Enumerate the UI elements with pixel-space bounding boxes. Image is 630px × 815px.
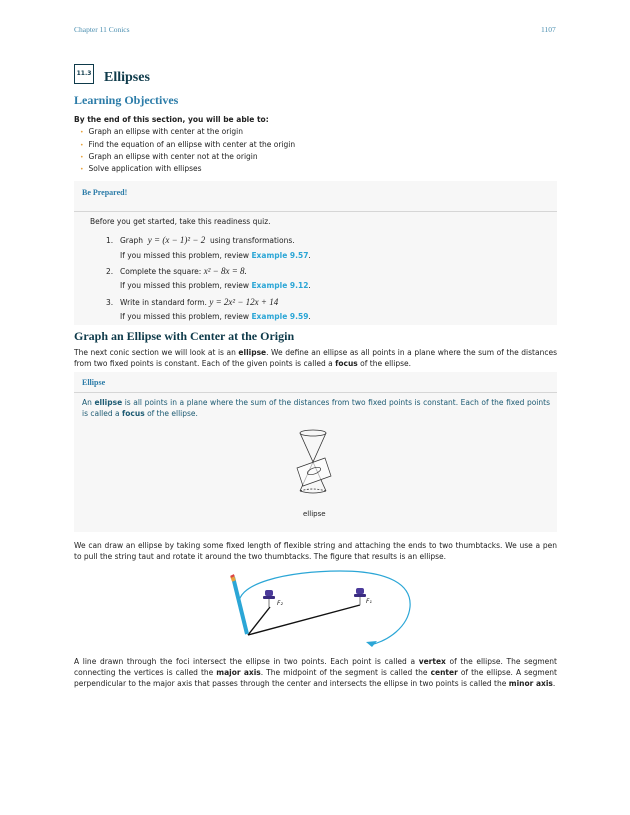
quiz-question: Graph y = (x − 1)² − 2 using transformations. [120, 235, 295, 245]
objective-item: • Solve application with ellipses [80, 164, 202, 173]
definition-text: An ellipse is all points in a plane where the sum of the distances from two fixed points is constant. Each of the fixed points is called a focus of the ellipse. [82, 398, 550, 418]
objective-item: • Graph an ellipse with center at the origin [80, 127, 243, 136]
quiz-review: If you missed this problem, review Example 9.59. [120, 312, 311, 321]
focus-label: F₁ [366, 598, 372, 605]
pencil-icon [232, 575, 247, 634]
bullet-icon: • [80, 129, 84, 136]
objectives-intro: By the end of this section, you will be able to: [74, 115, 269, 124]
section-number-badge: 11.3 [74, 64, 94, 84]
string-segment [248, 607, 270, 635]
definition-title: Ellipse [82, 378, 106, 387]
objective-item: • Graph an ellipse with center not at the origin [80, 152, 258, 161]
thumbtack-icon [354, 588, 366, 605]
ellipse-curve [239, 571, 410, 645]
page-number: 1107 [541, 25, 556, 34]
divider [74, 392, 557, 393]
bullet-icon: • [80, 166, 84, 173]
example-link[interactable]: Example 9.57 [251, 251, 309, 260]
quiz-number: 3. [106, 298, 114, 307]
thumbtack-ellipse-figure [220, 565, 415, 648]
figure-caption: ellipse [303, 510, 326, 518]
section-heading: Graph an Ellipse with Center at the Origin [74, 329, 295, 343]
bullet-icon: • [80, 154, 84, 161]
quiz-number: 2. [106, 267, 114, 276]
objective-item: • Find the equation of an ellipse with center at the origin [80, 140, 296, 149]
quiz-number: 1. [106, 236, 114, 245]
quiz-review: If you missed this problem, review Example 9.57. [120, 251, 311, 260]
bullet-icon: • [80, 142, 84, 149]
divider [74, 211, 557, 212]
chapter-header: Chapter 11 Conics [74, 25, 130, 34]
quiz-question: Write in standard form. y = 2x² − 12x + 14 [120, 297, 279, 307]
focus-label: F₂ [277, 600, 283, 607]
quiz-review: If you missed this problem, review Example 9.12. [120, 281, 311, 290]
section-title: Ellipses [104, 70, 150, 85]
cone-ellipse-figure [285, 428, 345, 500]
thumbtack-icon [263, 590, 275, 607]
example-link[interactable]: Example 9.59 [251, 312, 309, 321]
intro-paragraph: The next conic section we will look at is an ellipse. We define an ellipse as all points in a plane where the sum of the distances from two fixed points is constant. Each of the given points is called a focus of the ellipse. [74, 348, 557, 368]
be-prepared-title: Be Prepared! [82, 188, 128, 197]
example-link[interactable]: Example 9.12 [251, 281, 309, 290]
string-segment [248, 605, 360, 635]
string-paragraph: We can draw an ellipse by taking some fixed length of flexible string and attaching the ends to two thumbtacks. We use a pen to pull the string taut and rotate it around the two thumbtacks. The figure that results is an ellipse. [74, 541, 557, 561]
be-prepared-intro: Before you get started, take this readiness quiz. [90, 217, 271, 226]
quiz-question: Complete the square: x² − 8x = 8. [120, 266, 247, 276]
learning-objectives-title: Learning Objectives [74, 93, 179, 107]
axes-paragraph: A line drawn through the foci intersect the ellipse in two points. Each point is called a vertex of the ellipse. The segment connecting the vertices is called the major axis. The midpoint of the segment is called the center of the ellipse. A segment perpendicular to the major axis that passes through the center and intersects the ellipse in two points is called the minor axis. [74, 657, 558, 688]
